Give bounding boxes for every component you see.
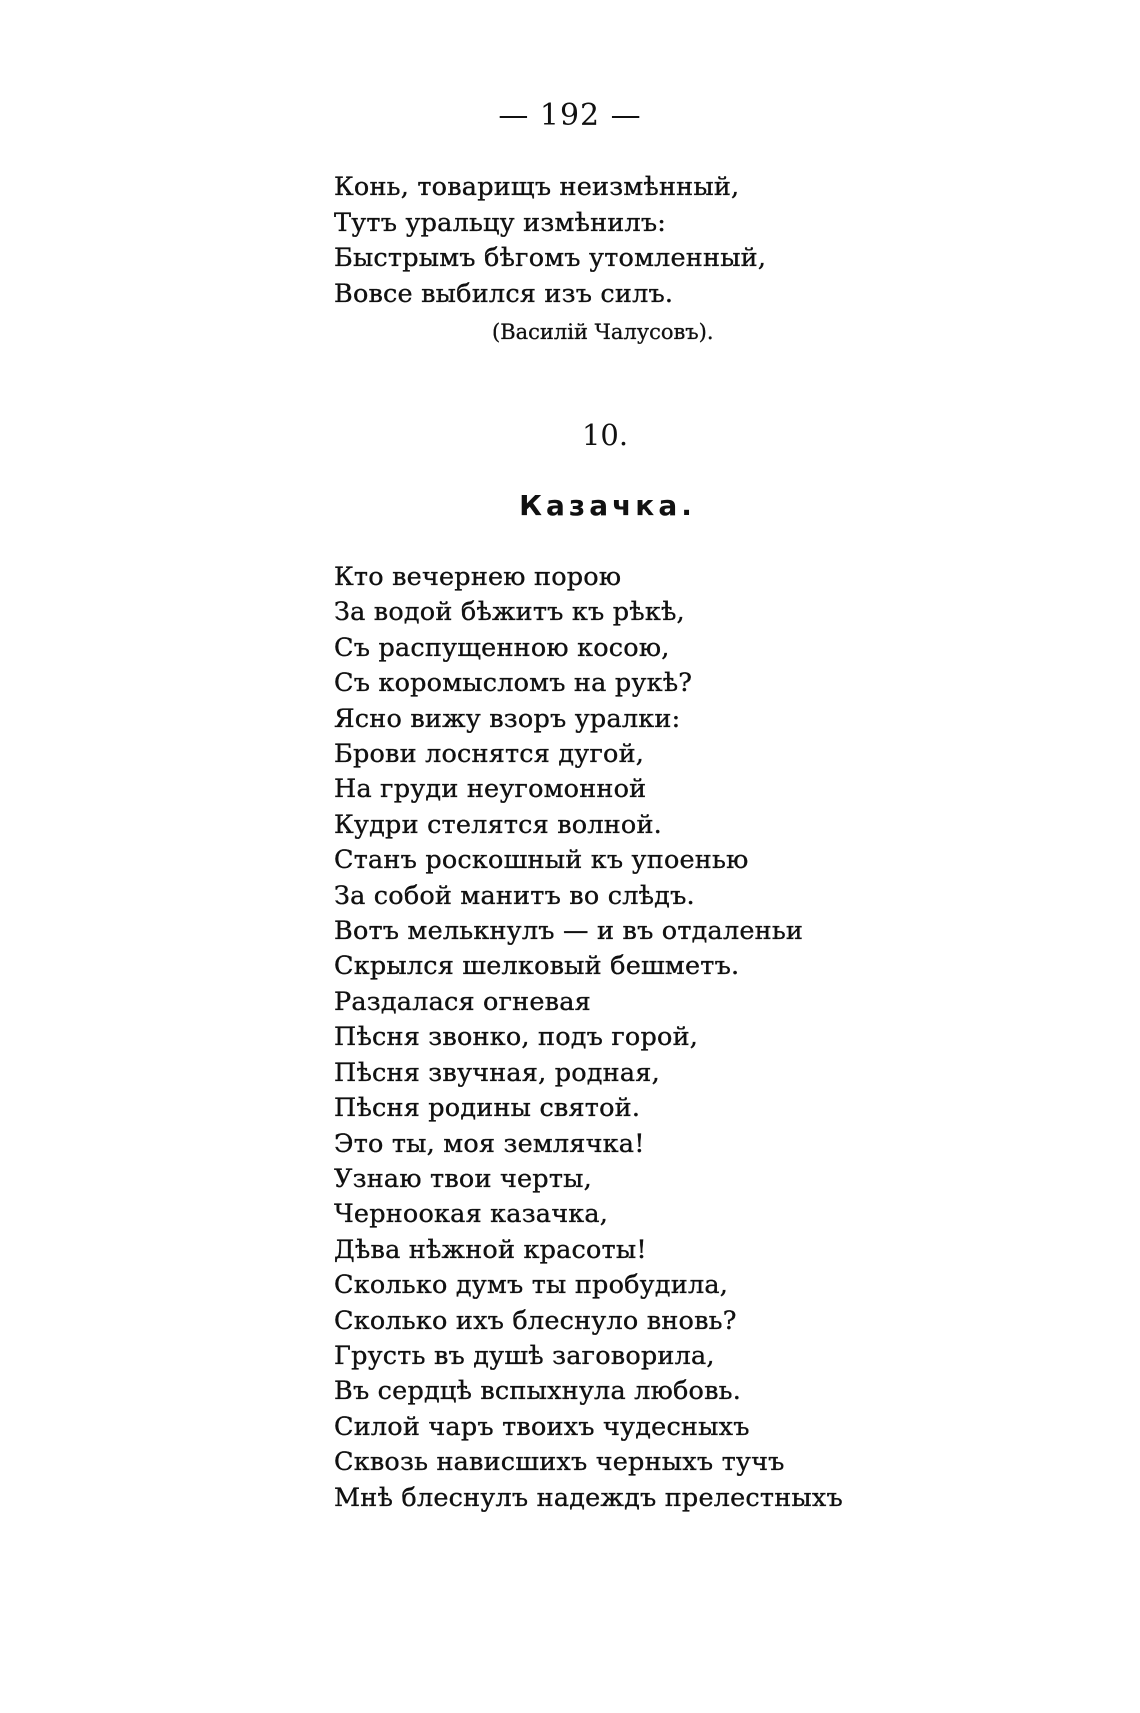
verse-line: Конь, товарищъ неизмѣнный, — [334, 172, 740, 202]
verse-line: Скрылся шелковый бешметъ. — [334, 951, 740, 982]
verse-line: Пѣсня звонко, подъ горой, — [334, 1022, 699, 1053]
previous-poem-stanza — [334, 170, 766, 312]
verse-line: Пѣсня родины святой. — [334, 1093, 641, 1124]
verse-line: Кудри стелятся волной. — [334, 809, 662, 840]
verse-line: На груди неугомонной — [334, 774, 647, 805]
verse-line: Сколько думъ ты пробудила, — [334, 1270, 729, 1301]
verse-line: Ясно вижу взоръ уралки: — [334, 703, 681, 734]
verse-line: Грусть въ душѣ заговорила, — [334, 1340, 715, 1371]
verse-line: Быстрымъ бѣгомъ утомленный, — [334, 243, 767, 273]
verse-line: Станъ роскошный къ упоенью — [334, 845, 749, 876]
verse-line: Черноокая казачка, — [334, 1199, 609, 1230]
verse-line: Вовсе выбился изъ силъ. — [334, 278, 674, 309]
verse-line: Брови лоснятся дугой, — [334, 739, 645, 770]
verse-line: Раздалася огневая — [334, 986, 591, 1017]
verse-line: За собой манитъ во слѣдъ. — [334, 880, 695, 911]
verse-line: Тутъ уральцу измѣнилъ: — [334, 207, 667, 238]
verse-line: Мнѣ блеснулъ надеждъ прелестныхъ — [334, 1482, 843, 1513]
verse-line: За водой бѣжитъ къ рѣкѣ, — [334, 597, 685, 628]
verse-line: Это ты, моя землячка! — [334, 1128, 645, 1159]
page-number: — 192 — — [498, 98, 642, 133]
poem-number: 10. — [581, 418, 629, 452]
verse-line: Въ сердцѣ вспыхнула любовь. — [334, 1376, 742, 1407]
verse-line: Силой чаръ твоихъ чудесныхъ — [334, 1411, 750, 1442]
verse-line: Дѣва нѣжной красоты! — [334, 1234, 647, 1265]
poem-body — [334, 560, 843, 1516]
verse-line: Сквозь нависшихъ черныхъ тучъ — [334, 1447, 785, 1478]
verse-line: Съ распущенною косою, — [334, 632, 670, 663]
verse-line: Сколько ихъ блеснуло вновь? — [334, 1305, 737, 1336]
verse-line: Кто вечернею порою — [334, 562, 622, 592]
verse-line: Пѣсня звучная, родная, — [334, 1057, 660, 1088]
poem-title: Казачка. — [519, 489, 696, 522]
verse-line: Вотъ мелькнулъ — и въ отдаленьи — [334, 916, 804, 947]
verse-line: Съ коромысломъ на рукѣ? — [334, 668, 693, 699]
author-attribution: (Василій Чалусовъ). — [492, 320, 714, 344]
verse-line: Узнаю твои черты, — [334, 1163, 592, 1194]
